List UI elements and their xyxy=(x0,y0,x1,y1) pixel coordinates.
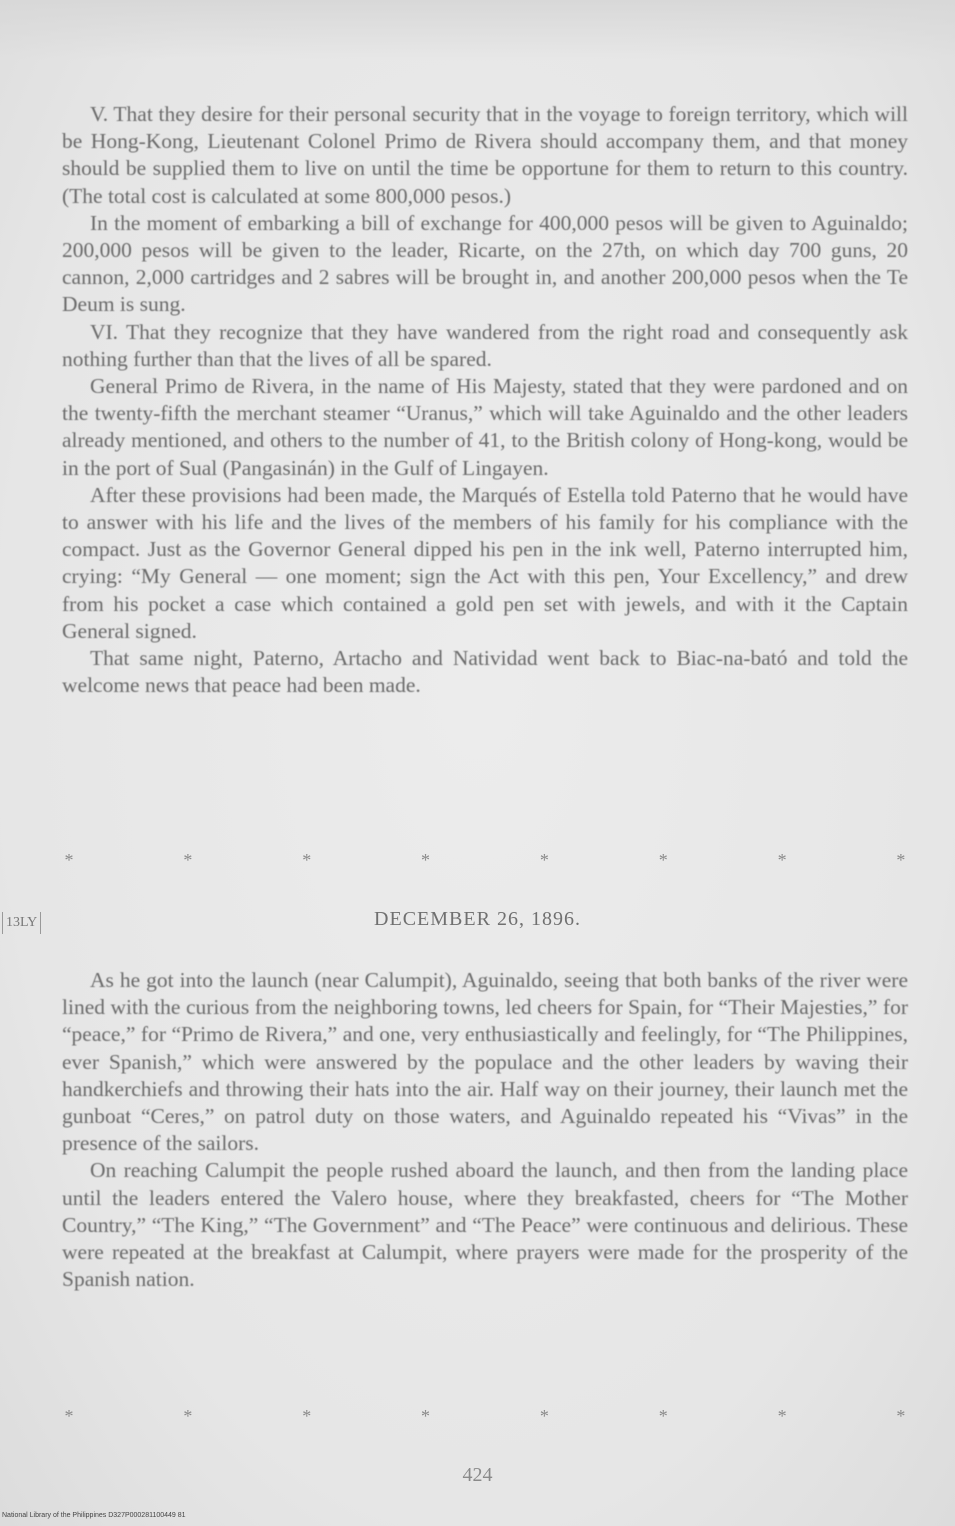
scan-footer: National Library of the Philippines D327P000281100449 81 xyxy=(2,1512,186,1519)
paragraph-v: V. That they desire for their personal security that in the voyage to foreign territory, which will be Hong-Kong, Lieutenant Colonel Primo de Rivera should accompany them, and that money should be supplied them to live on until the time be opportune for them to return to this country. (The total cost is calculated at some 800,000 pesos.) xyxy=(62,102,908,208)
separator-star: * xyxy=(183,850,193,870)
page-number: 424 xyxy=(462,1464,493,1486)
separator-stars-2 xyxy=(62,1406,908,1427)
separator-star: * xyxy=(302,1406,312,1426)
separator-star: * xyxy=(896,1406,906,1426)
separator-star: * xyxy=(302,850,312,870)
paragraph-pardon: General Primo de Rivera, in the name of His Majesty, stated that they were pardoned and on the twenty-fifth the merchant steamer “Uranus,” which will take Aguinaldo and the other leaders already mentioned, and others to the number of 41, to the British colony of Hong-kong, would be in the port of Sual (Pangasinán) in the Gulf of Lingayen. xyxy=(62,374,908,480)
separator-stars-1 xyxy=(62,850,908,871)
scan-shadow xyxy=(0,0,955,60)
separator-star: * xyxy=(539,850,549,870)
paragraph-provisions: After these provisions had been made, the Marqués of Estella told Paterno that he would have to answer with his life and the lives of the members of his family for his compliance with the compact. Just as the Governor General dipped his pen in the ink well, Paterno interrupted him, crying: “My General — one moment; sign the Act with this pen, Your Excellency,” and drew from his pocket a case which contained a gold pen set with jewels, and with it the Captain General signed. xyxy=(62,482,908,643)
separator-star: * xyxy=(64,1406,74,1426)
separator-star: * xyxy=(421,1406,431,1426)
separator-star: * xyxy=(421,850,431,870)
separator-star: * xyxy=(658,1406,668,1426)
paragraph-embarking: In the moment of embarking a bill of exchange for 400,000 pesos will be given to Aguinaldo; 200,000 pesos will be given to the leader, Ricarte, on the 27th, on which day 700 guns, 20 cannon, 2,000 cartridges and 2 sabres will be brought in, and another 200,000 pesos when the Te Deum is sung. xyxy=(62,210,908,317)
paragraph-calumpit: On reaching Calumpit the people rushed aboard the launch, and then from the landing place until the leaders entered the Valero house, where they breakfasted, cheers for “The Mother Country,” “The King,” “The Government” and “The Peace” were continuous and delirious. These were repeated at the breakfast at Calumpit, where prayers were made for the prosperity of the Spanish nation. xyxy=(62,1158,908,1292)
separator-star: * xyxy=(777,850,787,870)
section-heading: DECEMBER 26, 1896. xyxy=(374,908,581,930)
paragraph-vi: VI. That they recognize that they have wandered from the right road and consequently ask nothing further than that the lives of all be spared. xyxy=(62,319,908,371)
paragraph-same-night: That same night, Paterno, Artacho and Natividad went back to Biac-na-bató and told the welcome news that peace had been made. xyxy=(62,646,908,698)
separator-star: * xyxy=(183,1406,193,1426)
separator-star: * xyxy=(777,1406,787,1426)
margin-reference: 13LY xyxy=(2,912,41,934)
separator-star: * xyxy=(539,1406,549,1426)
separator-star: * xyxy=(658,850,668,870)
paragraph-launch: As he got into the launch (near Calumpit), Aguinaldo, seeing that both banks of the river were lined with the curious from the neighboring towns, led cheers for Spain, for “Their Majesties,” for “peace,” for “Primo de Rivera,” and one, very enthusiastically and feelingly, for “The Philippines, ever Spanish,” which were answered by the populace and the other leaders by waving their handkerchiefs and throwing their hats into the air. Half way on their journey, their launch met the gunboat “Ceres,” on patrol duty on those waters, and Aguinaldo repeated his “Vivas” in the presence of the sailors. xyxy=(62,968,908,1156)
separator-star: * xyxy=(64,850,74,870)
section-1-text xyxy=(62,101,908,699)
section-2-text xyxy=(62,967,908,1293)
separator-star: * xyxy=(896,850,906,870)
